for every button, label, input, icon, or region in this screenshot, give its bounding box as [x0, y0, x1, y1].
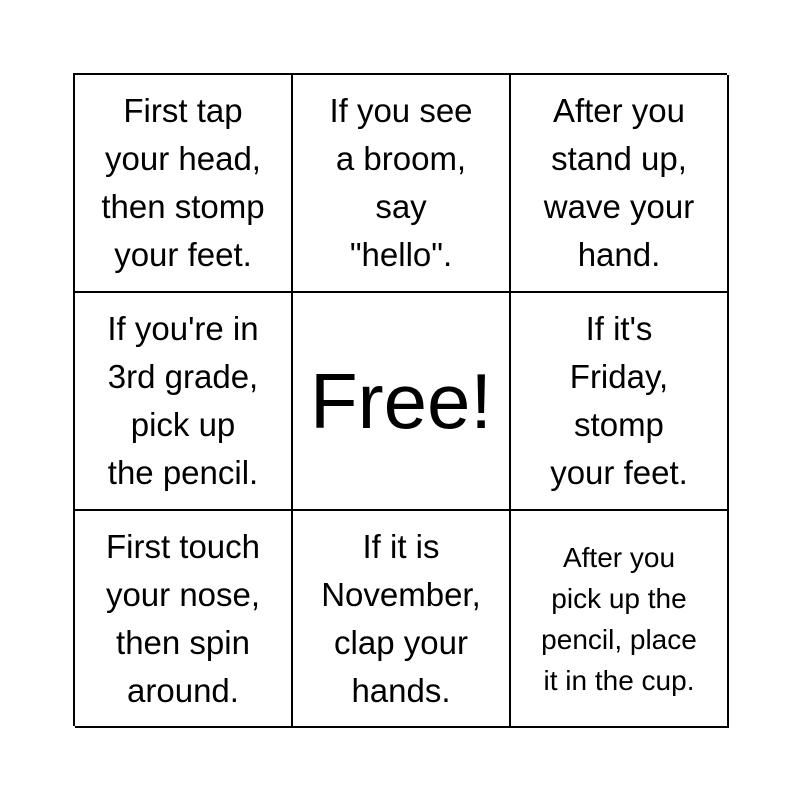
bingo-cell-2[interactable] — [293, 75, 511, 293]
bingo-cell-text: First touch your nose, then spin around. — [105, 527, 261, 709]
bingo-cell-8[interactable] — [293, 511, 511, 728]
free-space-label: Free! — [309, 357, 493, 445]
bingo-cell-text: If it is November, clap your hands. — [321, 527, 481, 709]
bingo-cell-text: If you see a broom, say "hello". — [329, 92, 473, 273]
bingo-cell-text: First tap your head, then stomp your feet. — [101, 92, 265, 273]
bingo-cell-text: After you pick up the pencil, place it in the cup. — [541, 541, 697, 696]
bingo-free-space[interactable] — [293, 293, 511, 511]
bingo-cell-3[interactable] — [511, 75, 729, 293]
bingo-cell-text: After you stand up, wave your hand. — [543, 92, 695, 273]
bingo-cell-6[interactable] — [511, 293, 729, 511]
bingo-cell-4[interactable] — [75, 293, 293, 511]
bingo-cell-9[interactable] — [511, 511, 729, 728]
bingo-cell-7[interactable] — [75, 511, 293, 728]
bingo-cell-text: If it's Friday, stomp your feet. — [550, 310, 688, 491]
bingo-board — [73, 73, 727, 726]
bingo-cell-text: If you're in 3rd grade, pick up the pencil. — [107, 310, 259, 491]
bingo-cell-1[interactable] — [75, 75, 293, 293]
